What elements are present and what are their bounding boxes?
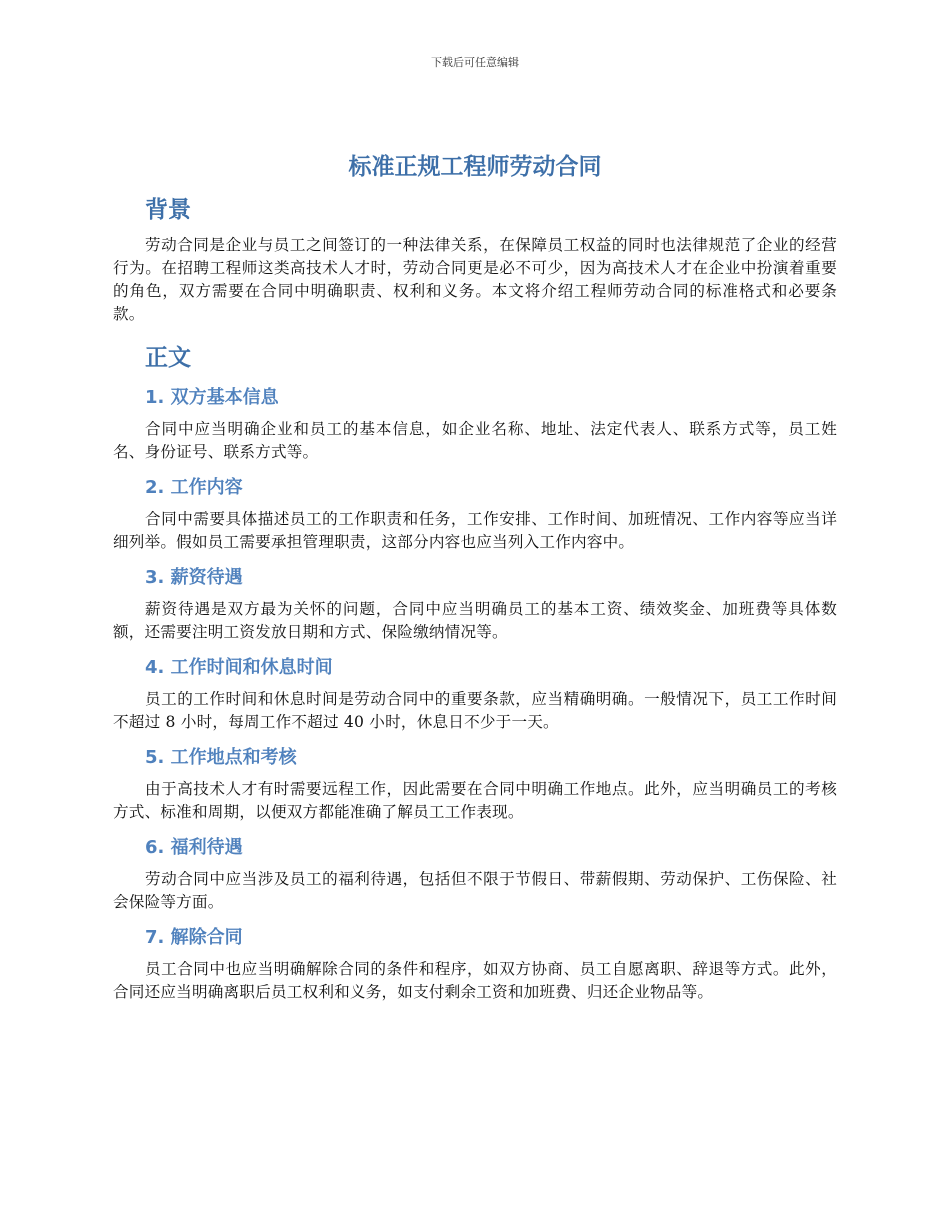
section-heading-7: 7. 解除合同 <box>145 927 243 948</box>
heading-background: 背景 <box>145 197 191 223</box>
section-paragraph-3: 薪资待遇是双方最为关怀的问题，合同中应当明确员工的基本工资、绩效奖金、加班费等具体数额，还需要注明工资发放日期和方式、保险缴纳情况等。 <box>113 600 837 641</box>
section-heading-5: 5. 工作地点和考核 <box>145 747 297 768</box>
section-heading-1: 1. 双方基本信息 <box>145 387 279 408</box>
section-paragraph-4: 员工的工作时间和休息时间是劳动合同中的重要条款，应当精确明确。一般情况下，员工工作时间不超过 8 小时，每周工作不超过 40 小时，休息日不少于一天。 <box>113 690 837 731</box>
section-paragraph-7: 员工合同中也应当明确解除合同的条件和程序，如双方协商、员工自愿离职、辞退等方式。此外，合同还应当明确离职后员工权利和义务，如支付剩余工资和加班费、归还企业物品等。 <box>113 960 837 1001</box>
section-heading-2: 2. 工作内容 <box>145 477 243 498</box>
document-title: 标准正规工程师劳动合同 <box>348 154 602 180</box>
header-note: 下载后可任意编辑 <box>431 56 519 69</box>
section-heading-3: 3. 薪资待遇 <box>145 567 243 588</box>
section-heading-4: 4. 工作时间和休息时间 <box>145 657 333 678</box>
section-paragraph-5: 由于高技术人才有时需要远程工作，因此需要在合同中明确工作地点。此外，应当明确员工的考核方式、标准和周期，以便双方都能准确了解员工工作表现。 <box>113 780 837 821</box>
section-paragraph-6: 劳动合同中应当涉及员工的福利待遇，包括但不限于节假日、带薪假期、劳动保护、工伤保险、社会保险等方面。 <box>113 870 837 911</box>
section-paragraph-1: 合同中应当明确企业和员工的基本信息，如企业名称、地址、法定代表人、联系方式等，员工姓名、身份证号、联系方式等。 <box>113 420 837 461</box>
section-heading-6: 6. 福利待遇 <box>145 837 243 858</box>
paragraph-background: 劳动合同是企业与员工之间签订的一种法律关系，在保障员工权益的同时也法律规范了企业的经营行为。在招聘工程师这类高技术人才时，劳动合同更是必不可少，因为高技术人才在企业中扮演着重要的角色，双方需要在合同中明确职责、权利和义务。本文将介绍工程师劳动合同的标准格式和必要条款。 <box>113 236 837 323</box>
heading-body: 正文 <box>145 345 191 371</box>
section-paragraph-2: 合同中需要具体描述员工的工作职责和任务，工作安排、工作时间、加班情况、工作内容等应当详细列举。假如员工需要承担管理职责，这部分内容也应当列入工作内容中。 <box>113 510 837 551</box>
document-content <box>113 190 837 1004</box>
